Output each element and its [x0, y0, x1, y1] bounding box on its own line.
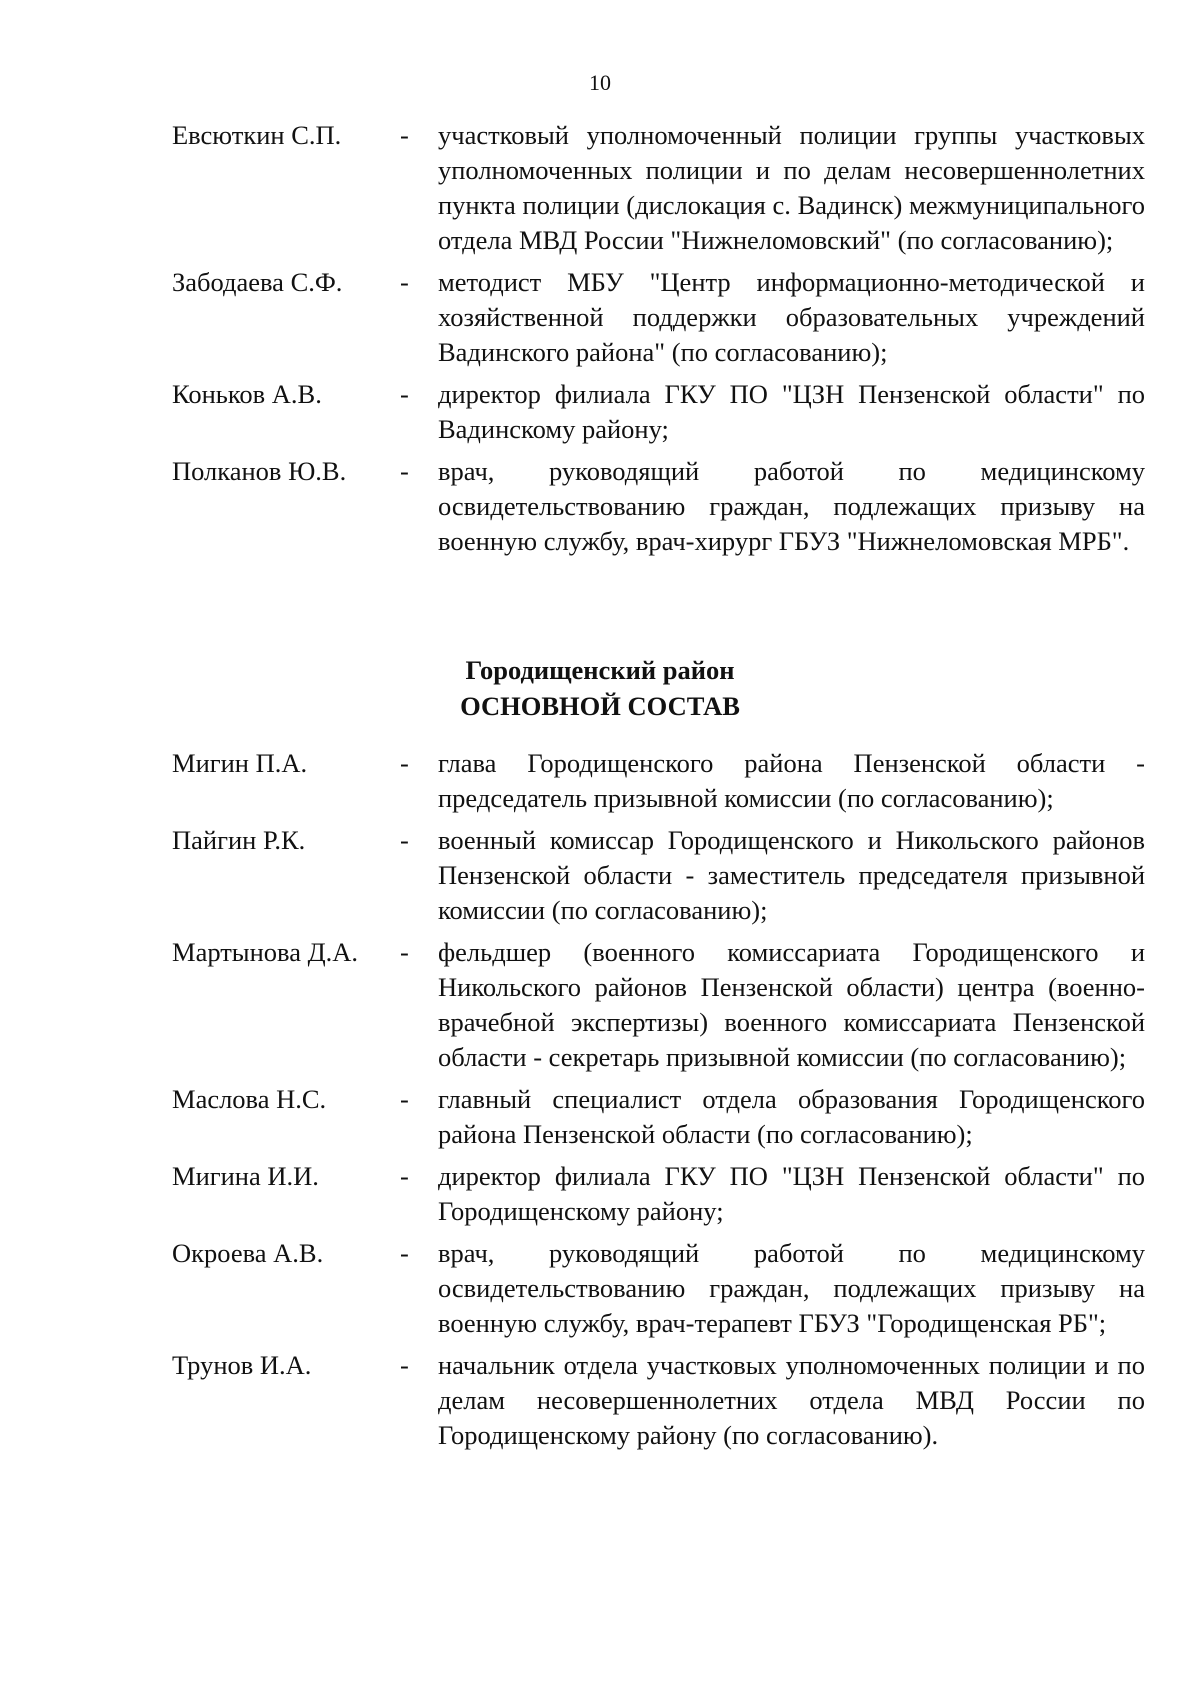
separator-dash: -	[400, 379, 409, 409]
member-position: военный комиссар Городищенского и Никольского районов Пензенской области - заместитель председателя призывной комиссии (по согласованию);	[438, 825, 1145, 925]
member-position: методист МБУ "Центр информационно-методической и хозяйственной поддержки образовательных учреждений Вадинского района" (по согласованию);	[438, 267, 1145, 367]
member-position: врач, руководящий работой по медицинскому освидетельствованию граждан, подлежащих призыву на военную службу, врач-терапевт ГБУЗ "Городищенская РБ";	[438, 1238, 1145, 1338]
member-entry	[172, 746, 1145, 816]
member-list-gorodishchensky	[172, 746, 1145, 1460]
member-name: Мигин П.А.	[172, 748, 308, 778]
member-entry	[172, 935, 1145, 1075]
separator-dash: -	[400, 748, 409, 778]
member-list-vadinsky	[172, 118, 1145, 566]
section-heading	[0, 652, 1200, 724]
member-name: Евсюткин С.П.	[172, 120, 342, 150]
member-entry	[172, 265, 1145, 370]
section-title: Городищенский район	[465, 655, 735, 685]
member-position: директор филиала ГКУ ПО "ЦЗН Пензенской области" по Вадинскому району;	[438, 379, 1145, 444]
member-entry	[172, 454, 1145, 559]
member-position: начальник отдела участковых уполномоченных полиции и по делам несовершеннолетних отдела МВД России по Городищенскому району (по согласованию).	[438, 1350, 1145, 1450]
separator-dash: -	[400, 937, 409, 967]
member-name: Маслова Н.С.	[172, 1084, 327, 1114]
separator-dash: -	[400, 1350, 409, 1380]
separator-dash: -	[400, 1084, 409, 1114]
separator-dash: -	[400, 825, 409, 855]
member-position: директор филиала ГКУ ПО "ЦЗН Пензенской области" по Городищенскому району;	[438, 1161, 1145, 1226]
member-name: Мигина И.И.	[172, 1161, 319, 1191]
member-name: Мартынова Д.А.	[172, 937, 359, 967]
page-number: 10	[589, 70, 611, 95]
member-name: Окроева А.В.	[172, 1238, 324, 1268]
separator-dash: -	[400, 456, 409, 486]
member-position: глава Городищенского района Пензенской области - председатель призывной комиссии (по согласованию);	[438, 748, 1145, 813]
section-subtitle: ОСНОВНОЙ СОСТАВ	[460, 691, 740, 721]
member-entry	[172, 118, 1145, 258]
member-entry	[172, 823, 1145, 928]
member-position: главный специалист отдела образования Городищенского района Пензенской области (по согласованию);	[438, 1084, 1145, 1149]
member-position: участковый уполномоченный полиции группы участковых уполномоченных полиции и по делам несовершеннолетних пункта полиции (дислокация с. Вадинск) межмуниципального отдела МВД России "Нижнеломовский" (по согласованию);	[438, 120, 1145, 255]
member-name: Коньков А.В.	[172, 379, 322, 409]
separator-dash: -	[400, 267, 409, 297]
separator-dash: -	[400, 1161, 409, 1191]
member-name: Пайгин Р.К.	[172, 825, 306, 855]
member-entry	[172, 1236, 1145, 1341]
member-entry	[172, 377, 1145, 447]
member-name: Трунов И.А.	[172, 1350, 312, 1380]
separator-dash: -	[400, 120, 409, 150]
member-name: Полканов Ю.В.	[172, 456, 347, 486]
member-position: врач, руководящий работой по медицинскому освидетельствованию граждан, подлежащих призыву на военную службу, врач-хирург ГБУЗ "Нижнеломовская МРБ".	[438, 456, 1145, 556]
member-entry	[172, 1348, 1145, 1453]
member-entry	[172, 1159, 1145, 1229]
separator-dash: -	[400, 1238, 409, 1268]
member-entry	[172, 1082, 1145, 1152]
member-name: Забодаева С.Ф.	[172, 267, 343, 297]
member-position: фельдшер (военного комиссариата Городищенского и Никольского районов Пензенской области) центра (военно-врачебной экспертизы) военного комиссариата Пензенской области - секретарь призывной комиссии (по согласованию);	[438, 937, 1145, 1072]
